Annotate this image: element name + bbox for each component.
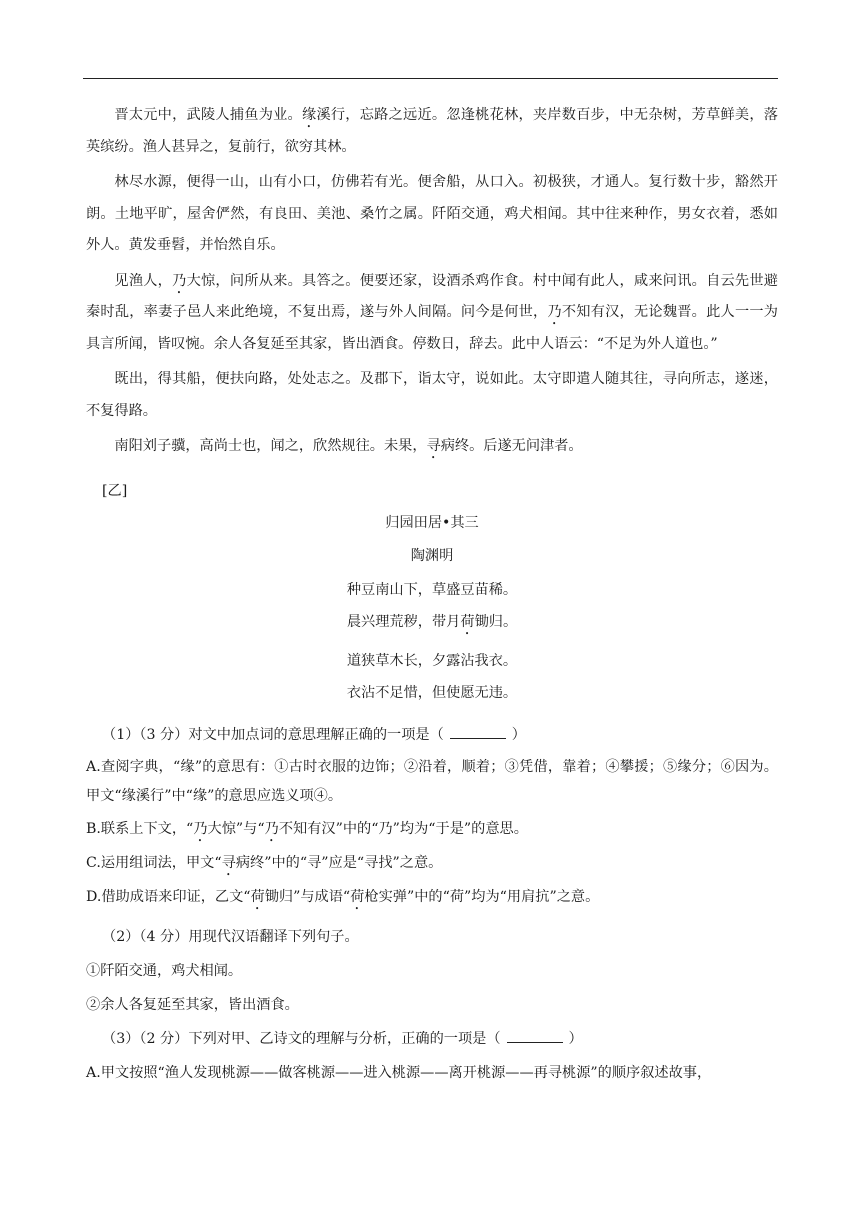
poem-line-1: 种豆南山下，草盛豆苗稀。 <box>346 581 518 598</box>
dotted-word: 缘 <box>302 107 317 123</box>
question-2-heading: （2）（4 分）用现代汉语翻译下列句子。 <box>102 928 359 945</box>
poem-line-3: 道狭草木长，夕露沾我衣。 <box>346 652 518 669</box>
dotted-word: 寻 <box>426 438 441 454</box>
dotted-word: 荷 <box>460 613 475 630</box>
poem-title: 归园田居•其三 <box>385 514 479 531</box>
dotted-word: 乃 <box>193 820 208 837</box>
dotted-word: 乃 <box>547 304 562 320</box>
question-3-option-a: A.甲文按照“渔人发现桃源——做客桃源——进入桃源——离开桃源——再寻桃源”的顺序叙述故事， <box>86 1064 712 1081</box>
dotted-word: 荷 <box>250 888 265 905</box>
question-1-heading: （1）（3 分）对文中加点词的意思理解正确的一项是（ ） <box>102 726 526 743</box>
question-3-heading: （3）（2 分）下列对甲、乙诗文的理解与分析，正确的一项是（ ） <box>102 1030 583 1047</box>
question-2-item-2: ②余人各复延至其家，皆出酒食。 <box>86 996 299 1013</box>
question-1-option-c: C.运用组词法，甲文“寻病终”中的“寻”应是“寻找”之意。 <box>86 854 443 871</box>
jia-paragraph-3: 见渔人，乃大惊，问所从来。具答之。便要还家，设酒杀鸡作食。村中闻有此人，咸来问讯。自云先世避秦时乱，率妻子邑人来此绝境，不复出焉，遂与外人间隔。问今是何世，乃不知有汉，无论魏晋。此人一一为具言所闻，皆叹惋。余人各复延至其家，皆出酒食。停数日，辞去。此中人语云：“不足为外人道也。” <box>86 272 778 352</box>
header-rule <box>83 78 778 79</box>
question-1-option-b: B.联系上下文，“乃大惊”与“乃不知有汉”中的“乃”均为“于是”的意思。 <box>86 820 528 837</box>
jia-paragraph-1: 晋太元中，武陵人捕鱼为业。缘溪行，忘路之远近。忽逢桃花林，夹岸数百步，中无杂树，芳草鲜美，落英缤纷。渔人甚异之，复前行，欲穷其林。 <box>86 107 778 155</box>
jia-paragraph-4: 既出，得其船，便扶向路，处处志之。及郡下，诣太守，说如此。太守即遣人随其往，寻向所志，遂迷，不复得路。 <box>86 371 778 419</box>
dotted-word: 荷 <box>350 888 365 905</box>
jia-paragraph-2: 林尽水源，便得一山，山有小口，仿佛若有光。便舍船，从口入。初极狭，才通人。复行数十步，豁然开朗。土地平旷，屋舍俨然，有良田、美池、桑竹之属。阡陌交通，鸡犬相闻。其中往来种作，男女衣着，悉如外人。黄发垂髫，并怡然自乐。 <box>86 174 778 253</box>
poem-line-4: 衣沾不足惜，但使愿无违。 <box>346 684 518 701</box>
poem-line-2: 晨兴理荒秽，带月荷锄归。 <box>346 613 518 630</box>
jia-paragraph-5: 南阳刘子骥，高尚士也，闻之，欣然规往。未果，寻病终。后遂无问津者。 <box>114 438 583 454</box>
dotted-word: 乃 <box>264 820 279 837</box>
question-2-item-1: ①阡陌交通，鸡犬相闻。 <box>86 962 243 979</box>
answer-blank[interactable] <box>507 1030 563 1043</box>
dotted-word: 寻 <box>221 854 236 871</box>
poem-author: 陶渊明 <box>410 547 454 564</box>
question-1-option-d: D.借助成语来印证，乙文“荷锄归”与成语“荷枪实弹”中的“荷”均为“用肩抗”之意。 <box>86 888 600 905</box>
answer-blank[interactable] <box>450 726 506 739</box>
section-label-yi: [乙] <box>102 482 128 499</box>
dotted-word: 乃 <box>172 272 187 289</box>
question-1-option-a: A.查阅字典，“缘”的意思有：①古时衣服的边饰；②沿着，顺着；③凭借，靠着；④攀援；⑤缘分；⑥因为。甲文“缘溪行”中“缘”的意思应选义项④。 <box>86 758 778 804</box>
document-body <box>86 100 778 1088</box>
